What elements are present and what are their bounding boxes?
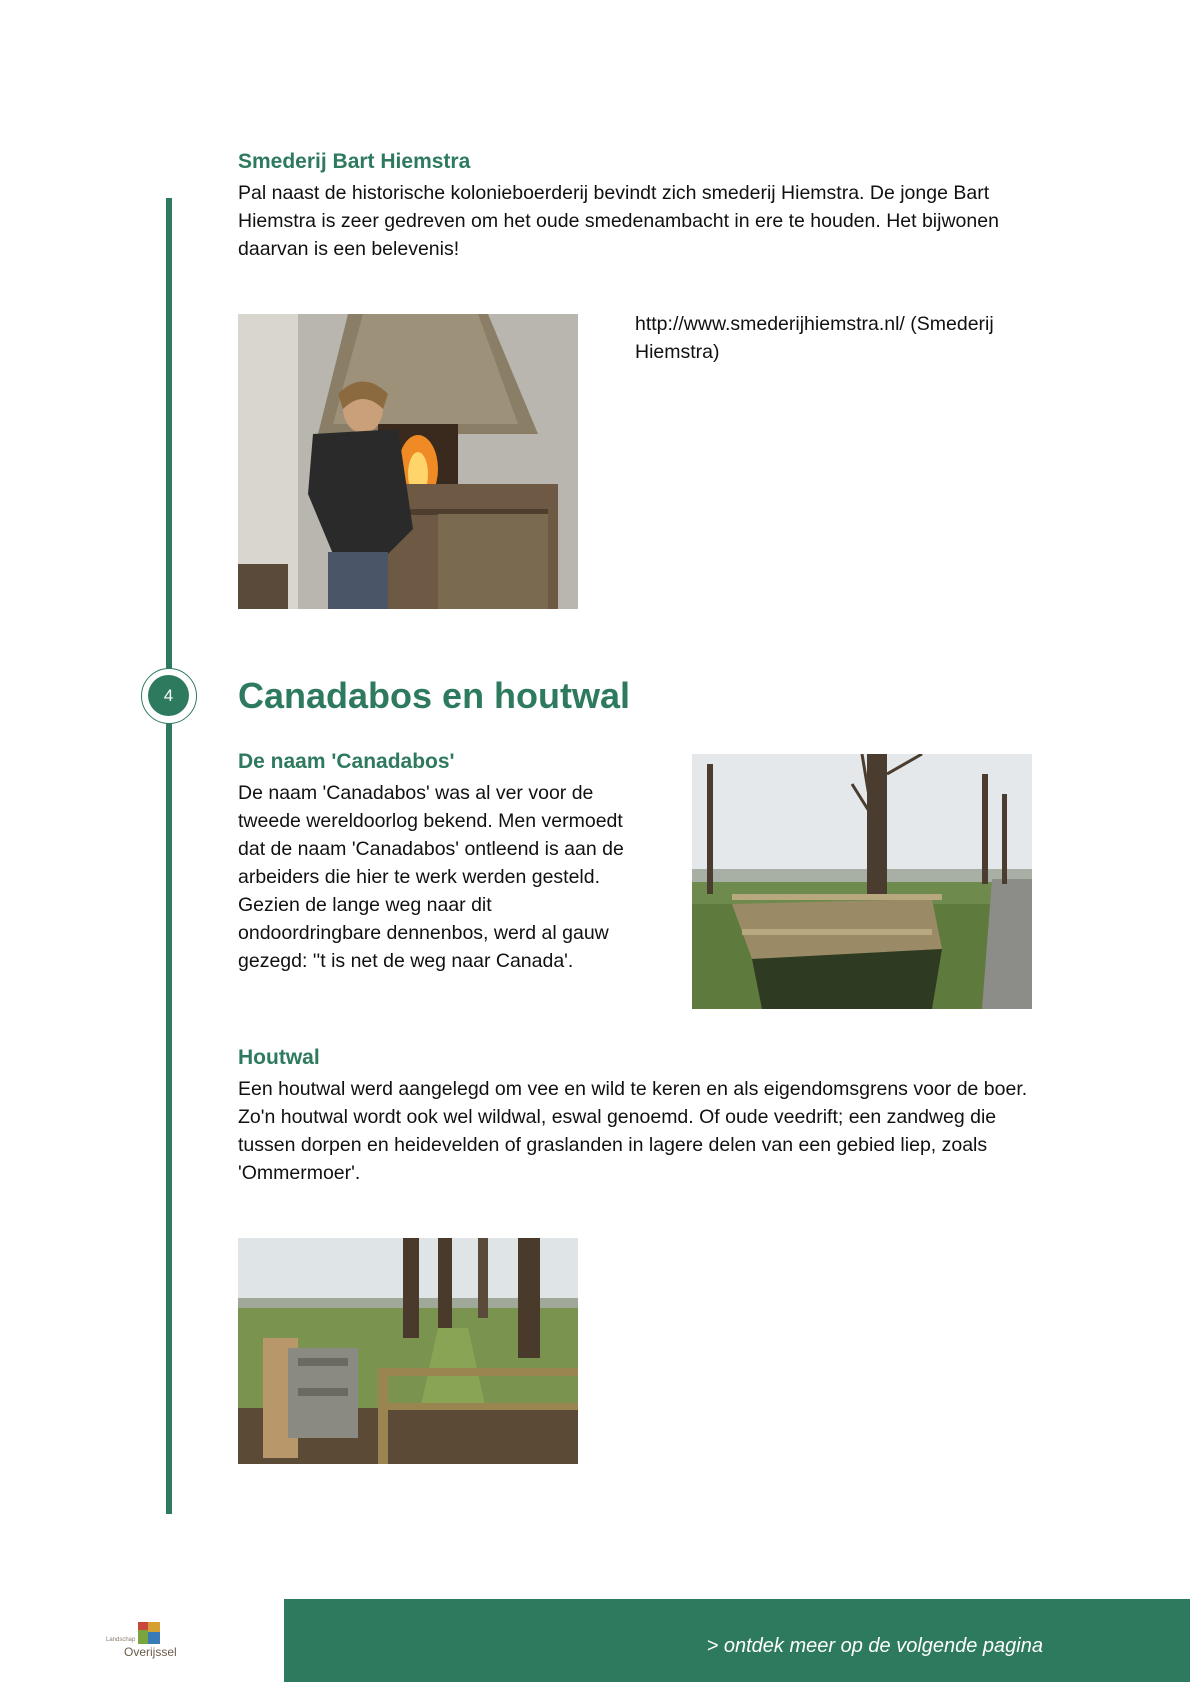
photo-houtwal-path xyxy=(238,1238,578,1464)
subheading-houtwal: Houtwal xyxy=(238,1046,320,1069)
link-smederij[interactable]: http://www.smederijhiemstra.nl/ (Smederij Hiemstra) xyxy=(635,313,994,363)
logo-mark-icon xyxy=(138,1622,160,1644)
paragraph-smederij: Pal naast de historische kolonieboerderij bevindt zich smederij Hiemstra. De jonge Bart Hiemstra is zeer gedreven om het oude smedenambacht in ere te houden. Het bijwonen daarvan is een belevenis! xyxy=(238,182,999,260)
subheading-canadabos-naam: De naam 'Canadabos' xyxy=(238,750,455,773)
photo-bridge-field xyxy=(692,754,1032,1009)
logo-landschap-overijssel xyxy=(106,1622,178,1662)
logo-text-small: Landschap xyxy=(106,1637,136,1643)
step-number: 4 xyxy=(148,675,189,716)
photo-blacksmith xyxy=(238,314,578,609)
timeline-line xyxy=(166,198,172,1514)
paragraph-canadabos-naam: De naam 'Canadabos' was al ver voor de tweede wereldoorlog bekend. Men vermoedt dat de naam 'Canadabos' ontleend is aan de arbeiders die hier te werk werden gesteld. Gezien de lange weg naar dit ondoordringbare dennenbos, werd al gauw gezegd: ''t is net de weg naar Canada'. xyxy=(238,782,624,972)
step-marker-4 xyxy=(141,668,197,724)
section-heading-smederij: Smederij Bart Hiemstra xyxy=(238,150,471,173)
logo-text-big: Overijssel xyxy=(124,1645,177,1659)
section-title-canadabos: Canadabos en houtwal xyxy=(238,675,631,716)
next-page-link[interactable]: > ontdek meer op de volgende pagina xyxy=(706,1635,1043,1657)
paragraph-houtwal: Een houtwal werd aangelegd om vee en wild te keren en als eigendomsgrens voor de boer. Zo'n houtwal wordt ook wel wildwal, eswal genoemd. Of oude veedrift; een zandweg die tussen dorpen en heidevelden of graslanden in lagere delen van een gebied liep, zoals 'Ommermoer'. xyxy=(238,1078,1028,1184)
